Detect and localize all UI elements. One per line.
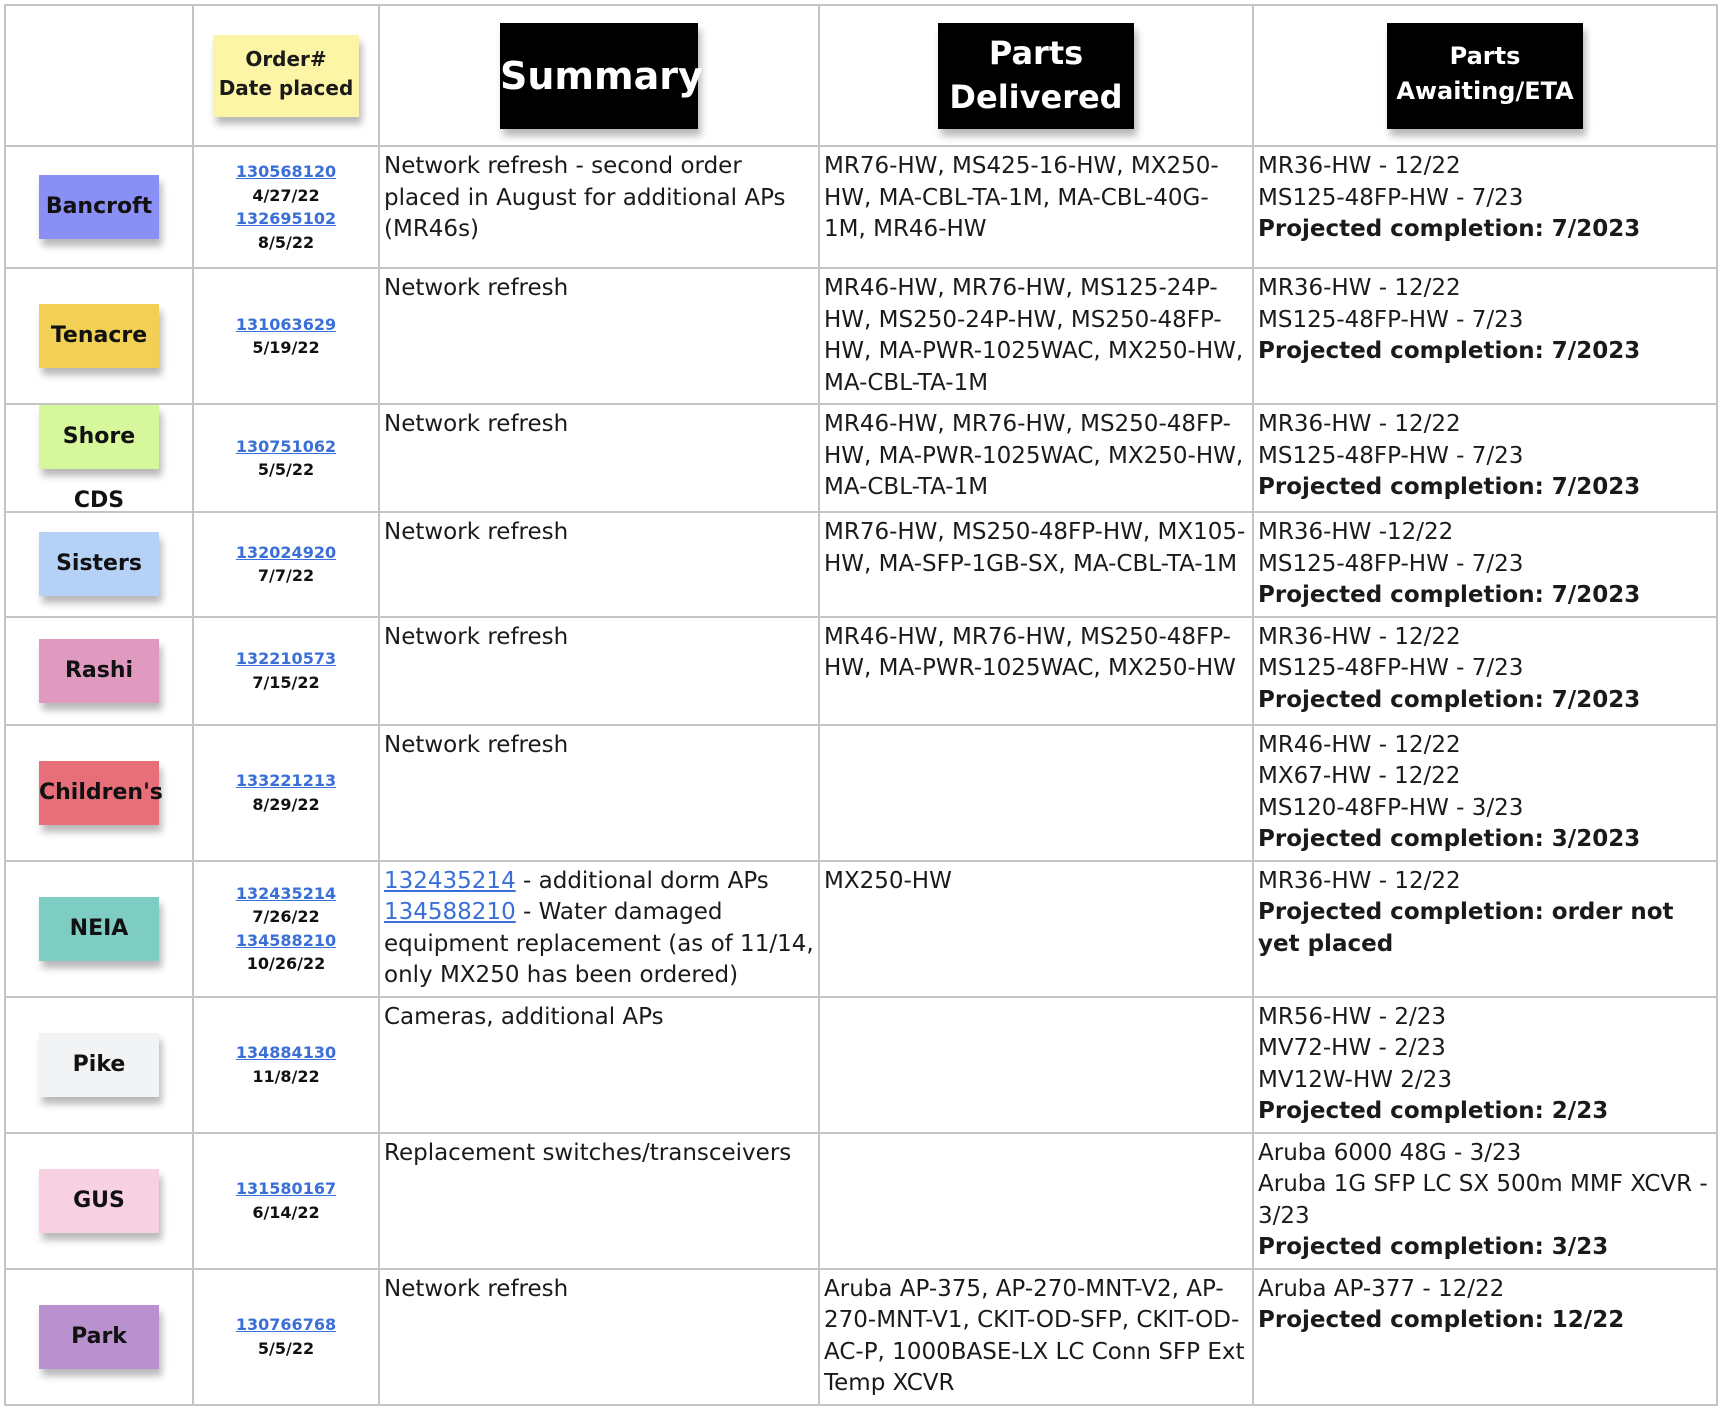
parts-awaiting-cell (1253, 617, 1717, 725)
table-row (5, 617, 1717, 725)
order-number-link[interactable]: 132210573 (235, 649, 337, 668)
order-date: 6/14/22 (252, 1202, 320, 1222)
summary-text: Network refresh (384, 275, 569, 301)
table-row (5, 146, 1717, 268)
order-cell (193, 146, 379, 268)
awaiting-item: MV12W-HW 2/23 (1258, 1066, 1452, 1093)
awaiting-item: MR36-HW - 12/22 (1258, 867, 1461, 894)
summary-text: Cameras, additional APs (384, 1003, 664, 1030)
awaiting-item: Aruba 1G SFP LC SX 500m MMF XCVR - 3/23 (1258, 1171, 1708, 1229)
order-cell (193, 1133, 379, 1269)
parts-delivered-cell (819, 404, 1253, 512)
header-summary-cell (379, 5, 819, 146)
parts-awaiting-cell (1253, 512, 1717, 617)
parts-delivered-text: MR46-HW, MR76-HW, MS250-48FP-HW, MA-PWR-1025WAC, MX250-HW (824, 623, 1236, 681)
projected-completion: Projected completion: 7/2023 (1258, 216, 1641, 242)
site-cell (5, 861, 193, 997)
summary-cell (379, 725, 819, 861)
summary-header-note: Summary (500, 23, 698, 129)
projected-completion: Projected completion: 3/2023 (1258, 826, 1641, 852)
order-cell (193, 404, 379, 512)
parts-awaiting-cell (1253, 1269, 1717, 1405)
parts-awaiting-cell (1253, 404, 1717, 512)
delivered-header-line2: Delivered (949, 77, 1123, 116)
header-delivered-cell (819, 5, 1253, 146)
order-header-line2: Date placed (218, 75, 354, 100)
awaiting-item: MR56-HW - 2/23 (1258, 1003, 1446, 1030)
awaiting-item: MS125-48FP-HW - 7/23 (1258, 550, 1524, 577)
table-row (5, 997, 1717, 1133)
awaiting-header-line1: Parts (1449, 41, 1521, 70)
site-cell (5, 617, 193, 725)
site-cell (5, 404, 193, 512)
parts-delivered-cell (819, 997, 1253, 1133)
order-status-table (4, 4, 1718, 1406)
site-note: NEIA (39, 897, 159, 961)
site-cell (5, 997, 193, 1133)
parts-awaiting-cell (1253, 1133, 1717, 1269)
order-date: 7/7/22 (257, 566, 315, 586)
order-date: 4/27/22 (252, 185, 320, 205)
awaiting-item: MX67-HW - 12/22 (1258, 763, 1461, 789)
order-number-link[interactable]: 130568120 (235, 162, 337, 181)
site-note: Rashi (39, 639, 159, 703)
order-date: 10/26/22 (246, 954, 326, 973)
parts-delivered-text: MR46-HW, MR76-HW, MS125-24P-HW, MS250-24P-HW, MS250-48FP-HW, MA-PWR-1025WAC, MX250-HW, MA-CBL-TA-1M (824, 275, 1244, 396)
order-date: 5/5/22 (257, 1338, 315, 1358)
projected-completion: Projected completion: 7/2023 (1258, 338, 1641, 364)
order-cell (193, 861, 379, 997)
parts-delivered-text: MX250-HW (824, 867, 952, 894)
summary-text: Network refresh - second order placed in August for additional APs (MR46s) (384, 153, 786, 242)
site-note: Park (39, 1305, 159, 1369)
projected-completion: Projected completion: order not yet placed (1258, 899, 1674, 957)
site-cell (5, 1269, 193, 1405)
awaiting-item: MR36-HW - 12/22 (1258, 623, 1461, 650)
parts-delivered-cell (819, 1133, 1253, 1269)
summary-text: Network refresh (384, 1275, 569, 1302)
order-number-link[interactable]: 133221213 (235, 771, 337, 790)
parts-delivered-text: MR76-HW, MS250-48FP-HW, MX105-HW, MA-SFP-1GB-SX, MA-CBL-TA-1M (824, 519, 1246, 577)
summary-text: Network refresh (384, 731, 569, 758)
site-note: GUS (39, 1169, 159, 1233)
order-number-link[interactable]: 132695102 (235, 209, 337, 228)
awaiting-item: MS125-48FP-HW - 7/23 (1258, 655, 1524, 681)
summary-cell (379, 617, 819, 725)
awaiting-item: Aruba 6000 48G - 3/23 (1258, 1139, 1522, 1166)
order-date: 7/26/22 (252, 907, 320, 926)
parts-delivered-header-note (938, 23, 1134, 129)
order-cell (193, 617, 379, 725)
order-date: 5/5/22 (257, 460, 315, 479)
order-date-header-note (213, 35, 359, 117)
parts-awaiting-header-note (1387, 23, 1583, 129)
table-row (5, 725, 1717, 861)
parts-delivered-cell (819, 268, 1253, 404)
table-row (5, 404, 1717, 512)
parts-delivered-cell (819, 1269, 1253, 1405)
summary-cell (379, 1133, 819, 1269)
awaiting-item: MR36-HW - 12/22 (1258, 153, 1461, 179)
projected-completion: Projected completion: 7/2023 (1258, 686, 1641, 713)
table-row (5, 1269, 1717, 1405)
table-row (5, 1133, 1717, 1269)
order-date: 11/8/22 (252, 1066, 320, 1086)
order-number-link[interactable]: 131063629 (235, 314, 337, 334)
site-note: Sisters (39, 532, 159, 596)
order-cell (193, 512, 379, 617)
parts-delivered-cell (819, 725, 1253, 861)
site-cell (5, 268, 193, 404)
parts-awaiting-cell (1253, 725, 1717, 861)
awaiting-item: Aruba AP-377 - 12/22 (1258, 1275, 1505, 1302)
awaiting-item: MR36-HW -12/22 (1258, 519, 1454, 545)
awaiting-item: MS120-48FP-HW - 3/23 (1258, 794, 1524, 821)
order-date: 7/15/22 (252, 672, 320, 692)
order-cell (193, 725, 379, 861)
awaiting-item: MV72-HW - 2/23 (1258, 1035, 1446, 1061)
awaiting-item: MR36-HW - 12/22 (1258, 411, 1461, 437)
order-date: 8/29/22 (252, 794, 320, 814)
order-date: 5/19/22 (252, 338, 320, 357)
summary-cell (379, 268, 819, 404)
awaiting-item: MR46-HW - 12/22 (1258, 731, 1461, 758)
parts-delivered-cell (819, 617, 1253, 725)
summary-order-link[interactable]: 134588210 (384, 899, 516, 925)
summary-text: Replacement switches/transceivers (384, 1139, 792, 1166)
parts-delivered-text: MR46-HW, MR76-HW, MS250-48FP-HW, MA-PWR-1025WAC, MX250-HW, MA-CBL-TA-1M (824, 411, 1244, 500)
header-site-cell (5, 5, 193, 146)
site-note: Bancroft (39, 175, 159, 239)
site-cell (5, 725, 193, 861)
site-note: Tenacre (39, 304, 159, 368)
order-cell (193, 997, 379, 1133)
order-number-link[interactable]: 130751062 (235, 436, 337, 456)
order-number-link[interactable]: 134588210 (235, 930, 337, 950)
order-number-link[interactable]: 132024920 (235, 542, 337, 562)
delivered-header-line1: Parts (988, 33, 1084, 72)
site-cell (5, 146, 193, 268)
summary-cell (379, 404, 819, 512)
projected-completion: Projected completion: 12/22 (1258, 1307, 1625, 1333)
awaiting-item: MR36-HW - 12/22 (1258, 275, 1461, 301)
order-number-link[interactable]: 131580167 (235, 1179, 337, 1198)
projected-completion: Projected completion: 3/23 (1258, 1234, 1609, 1260)
order-cell (193, 268, 379, 404)
site-note: Pike (39, 1033, 159, 1097)
header-row (5, 5, 1717, 146)
summary-cell (379, 997, 819, 1133)
summary-text: - additional dorm APs (515, 867, 769, 894)
projected-completion: Projected completion: 7/2023 (1258, 582, 1641, 608)
summary-order-link[interactable]: 132435214 (384, 867, 516, 894)
table-row (5, 512, 1717, 617)
awaiting-item: MS125-48FP-HW - 7/23 (1258, 442, 1524, 469)
parts-delivered-text: MR76-HW, MS425-16-HW, MX250-HW, MA-CBL-TA-1M, MA-CBL-40G-1M, MR46-HW (824, 153, 1219, 242)
site-note: Children's (39, 761, 159, 825)
awaiting-item: MS125-48FP-HW - 7/23 (1258, 184, 1524, 211)
order-header-line1: Order# (245, 46, 327, 71)
summary-cell (379, 861, 819, 997)
awaiting-header-line2: Awaiting/ETA (1396, 76, 1574, 105)
order-date: 8/5/22 (257, 232, 315, 252)
projected-completion: Projected completion: 2/23 (1258, 1098, 1609, 1124)
parts-delivered-cell (819, 146, 1253, 268)
parts-awaiting-cell (1253, 146, 1717, 268)
summary-cell (379, 512, 819, 617)
site-cell (5, 1133, 193, 1269)
parts-awaiting-cell (1253, 997, 1717, 1133)
summary-text: Network refresh (384, 519, 569, 545)
parts-delivered-cell (819, 512, 1253, 617)
site-note: Shore CDS (39, 405, 159, 469)
parts-awaiting-cell (1253, 268, 1717, 404)
order-cell (193, 1269, 379, 1405)
table-row (5, 861, 1717, 997)
awaiting-item: MS125-48FP-HW - 7/23 (1258, 306, 1524, 333)
header-order-cell (193, 5, 379, 146)
parts-delivered-cell (819, 861, 1253, 997)
projected-completion: Projected completion: 7/2023 (1258, 474, 1641, 500)
header-awaiting-cell (1253, 5, 1717, 146)
table-row (5, 268, 1717, 404)
parts-delivered-text: Aruba AP-375, AP-270-MNT-V2, AP-270-MNT-V1, CKIT-OD-SFP, CKIT-OD-AC-P, 1000BASE-LX LC Conn SFP Ext Temp XCVR (824, 1275, 1245, 1396)
order-number-link[interactable]: 130766768 (235, 1315, 337, 1334)
parts-awaiting-cell (1253, 861, 1717, 997)
order-number-link[interactable]: 134884130 (235, 1043, 337, 1062)
summary-cell (379, 1269, 819, 1405)
summary-text: - Water damaged equipment replacement (as of 11/14, only MX250 has been ordered) (384, 899, 814, 988)
summary-cell (379, 146, 819, 268)
summary-text: Network refresh (384, 623, 569, 650)
summary-text: Network refresh (384, 411, 569, 437)
order-number-link[interactable]: 132435214 (235, 883, 337, 903)
